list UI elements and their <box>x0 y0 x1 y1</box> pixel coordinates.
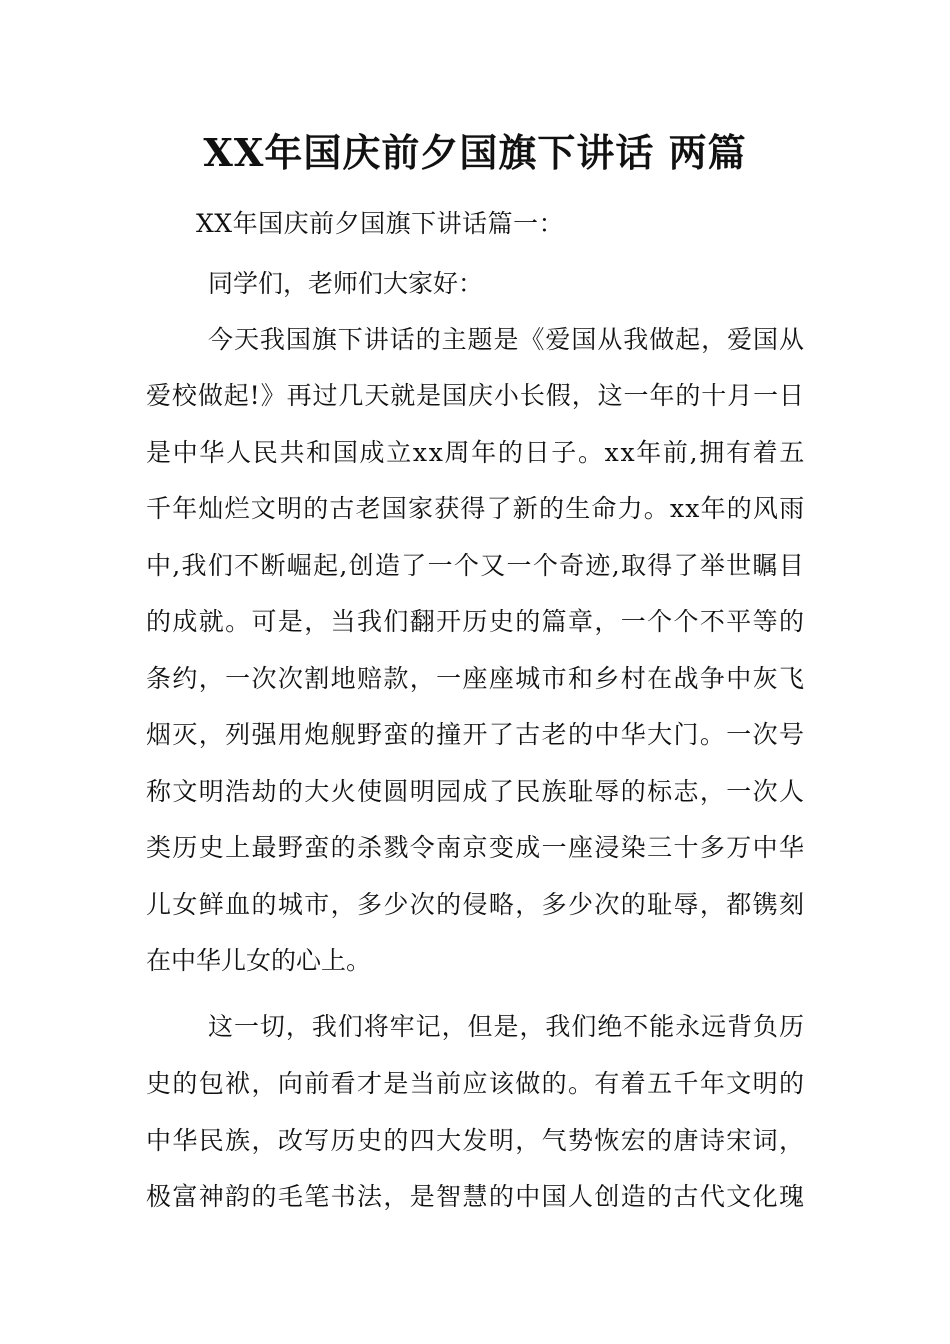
text-line: 爱校做起!》再过几天就是国庆小长假，这一年的十月一日 <box>146 381 805 410</box>
greeting-line: 同学们，老师们大家好： <box>208 269 484 298</box>
text-line: 今天我国旗下讲话的主题是《爱国从我做起，爱国从 <box>208 325 805 354</box>
text-line: 条约，一次次割地赔款，一座座城市和乡村在战争中灰飞 <box>146 664 806 693</box>
text-line: 称文明浩劫的大火使圆明园成了民族耻辱的标志，一次人 <box>146 777 806 806</box>
text-line: 在中华儿女的心上。 <box>146 946 372 975</box>
document-title: XX年国庆前夕国旗下讲话 两篇 <box>203 130 747 175</box>
text-line: 类历史上最野蛮的杀戮令南京变成一座浸染三十多万中华 <box>146 833 806 862</box>
text-line: 千年灿烂文明的古老国家获得了新的生命力。xx年的风雨 <box>146 494 806 523</box>
text-line: 这一切，我们将牢记，但是，我们绝不能永远背负历 <box>208 1012 805 1041</box>
text-line: 中华民族，改写历史的四大发明，气势恢宏的唐诗宋词， <box>146 1126 806 1155</box>
text-line: 的成就。可是，当我们翻开历史的篇章，一个个不平等的 <box>146 607 806 636</box>
text-line: 史的包袱，向前看才是当前应该做的。有着五千年文明的 <box>146 1069 806 1098</box>
section-heading: XX年国庆前夕国旗下讲话篇一： <box>196 209 565 238</box>
text-line: 中,我们不断崛起,创造了一个又一个奇迹,取得了举世瞩目 <box>146 551 806 580</box>
text-line: 儿女鲜血的城市，多少次的侵略，多少次的耻辱，都镌刻 <box>146 890 806 919</box>
text-line: 极富神韵的毛笔书法，是智慧的中国人创造的古代文化瑰 <box>146 1182 806 1211</box>
text-line: 烟灭，列强用炮舰野蛮的撞开了古老的中华大门。一次号 <box>146 720 806 749</box>
text-line: 是中华人民共和国成立xx周年的日子。xx年前,拥有着五 <box>146 438 807 467</box>
